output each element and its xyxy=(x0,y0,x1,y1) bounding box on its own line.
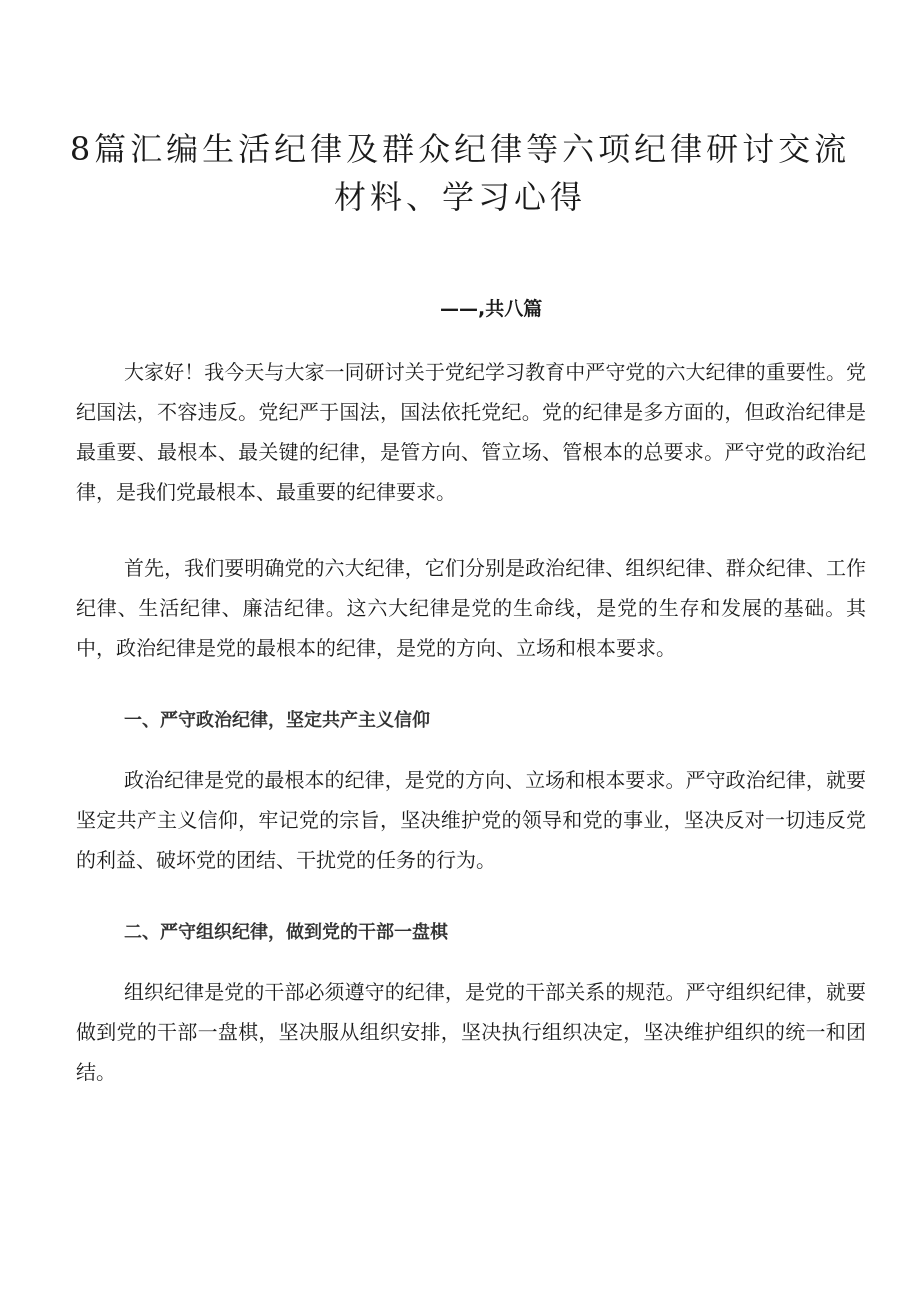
document-title-line-1: 8篇汇编生活纪律及群众纪律等六项纪律研讨交流 xyxy=(69,130,851,168)
paragraph-political-discipline: 政治纪律是党的最根本的纪律，是党的方向、立场和根本要求。严守政治纪律，就要坚定共产主义信仰，牢记党的宗旨，坚决维护党的领导和党的事业，坚决反对一切违反党的利益、破坏党的团结、干扰党的任务的行为。 xyxy=(76,768,866,872)
paragraph-organizational-discipline: 组织纪律是党的干部必须遵守的纪律，是党的干部关系的规范。严守组织纪律，就要做到党的干部一盘棋，坚决服从组织安排，坚决执行组织决定，坚决维护组织的统一和团结。 xyxy=(76,980,866,1084)
document-subtitle: ——,共八篇 xyxy=(440,298,543,320)
paragraph-six-disciplines: 首先，我们要明确党的六大纪律，它们分别是政治纪律、组织纪律、群众纪律、工作纪律、生活纪律、廉洁纪律。这六大纪律是党的生命线，是党的生存和发展的基础。其中，政治纪律是党的最根本的纪律，是党的方向、立场和根本要求。 xyxy=(76,556,866,660)
document-title-line-2: 材料、学习心得 xyxy=(333,178,586,216)
paragraph-intro: 大家好！我今天与大家一同研讨关于党纪学习教育中严守党的六大纪律的重要性。党纪国法，不容违反。党纪严于国法，国法依托党纪。党的纪律是多方面的，但政治纪律是最重要、最根本、最关键的纪律，是管方向、管立场、管根本的总要求。严守党的政治纪律，是我们党最根本、最重要的纪律要求。 xyxy=(76,360,866,504)
section-heading-political: 一、严守政治纪律，坚定共产主义信仰 xyxy=(124,710,430,731)
section-heading-organizational: 二、严守组织纪律，做到党的干部一盘棋 xyxy=(124,922,448,943)
